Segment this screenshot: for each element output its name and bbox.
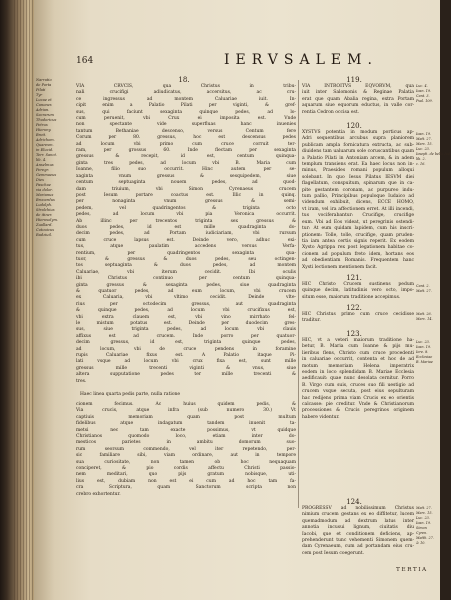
text-line: in caluariae occurrit, contenta et hoc de ad xyxy=(302,357,414,363)
margin-note: Pilati xyxy=(36,88,46,92)
text-line: Iacobi, que et conditionem deficiens, ap- xyxy=(302,531,414,537)
section-120-text xyxy=(302,130,414,272)
section-124-text xyxy=(302,506,414,560)
text-line: ptionem: Tolle, tolle, crucifige, quam pruden- xyxy=(302,232,414,238)
text-line: tantum Bethaniae descenso, versus Centum fere xyxy=(76,128,296,134)
section-number-121: 121. xyxy=(346,274,362,282)
text-line: templum transiens erat. Ea haec locus non in- xyxy=(302,162,414,168)
margin-note: lib. 2. xyxy=(416,157,426,161)
text-line: per nonaginta vnum gressus & semi- xyxy=(76,199,296,205)
text-line: XYSTVS potentia in modum porticus ap- xyxy=(302,130,414,135)
text-line: xaginta vnum gressus & sesquipedem, siue xyxy=(76,173,296,179)
margin-note: Adrichom. xyxy=(36,138,55,142)
text-line: tur: At eum quidam lapidem, cum his inscri- xyxy=(302,226,414,232)
text-line: traditur. xyxy=(302,318,321,324)
text-line: lius est, dubiam non est ei cum ad hoc tam fa- xyxy=(76,478,296,484)
text-line: Xysti lectionem mentionem facit. xyxy=(302,264,378,270)
section-number-122: 122. xyxy=(346,304,362,312)
left-column-tail xyxy=(80,392,296,400)
text-line: decim gressus, id est, triginta quinque pedes, xyxy=(76,340,296,346)
section-number-119: 119. xyxy=(346,76,362,84)
text-line: eum. Vbi ad Eos videat, ut peregrinis ostendi- xyxy=(302,219,414,225)
right-margin-notes-120 xyxy=(416,132,451,174)
margin-note: Stralchius xyxy=(36,208,55,212)
text-line: Caluariae, vbi iterum cecidit. Ibi oculis xyxy=(76,269,296,275)
text-line: cra Scriptura, quam Sanctorum scripta non xyxy=(76,485,296,491)
margin-note: Matth. 27. xyxy=(416,536,434,540)
margin-note: Cyren. xyxy=(416,531,428,535)
text-line: gressus & recepit, id est, centum quinqua- xyxy=(76,154,296,160)
text-line: ex Caluaria, vbi vltimo cecidit. Deinde vlte- xyxy=(76,295,296,301)
margin-note: Sacrarum xyxy=(36,113,54,117)
text-line: cipit enim a Palatio Pilati per viginti, & gref- xyxy=(76,103,296,109)
margin-note: Psal. 109. xyxy=(416,99,433,103)
margin-note: Quaresm. xyxy=(36,143,54,147)
left-column-bottom-text xyxy=(76,402,296,502)
margin-note: Matt. 27. xyxy=(416,289,432,293)
text-line: motum memoriam Helena imperatrix xyxy=(302,363,414,369)
text-line: vbi extra clauem est, vbi vino mirrhato fel- xyxy=(76,314,296,320)
text-line: ram, per grossus 60. Inde flectam per sexaginta xyxy=(76,148,296,154)
text-line: sua curiositate, non tamen ob hoc nequaquam xyxy=(76,459,296,465)
margin-note: lib. 4. xyxy=(36,158,47,162)
text-line: nali crucifigi adiudicatus, accersitus, ac cru- xyxy=(76,90,296,96)
text-line: PROGRESSV ad nobilissimum Christus xyxy=(302,506,414,511)
text-line: sus, qui faciunt sexaginta quinque pedes, ad lo- xyxy=(76,109,296,115)
text-line: VIA CRVCIS, qua Christus in tribu- xyxy=(76,84,296,89)
text-line: a Palatio Pilati in Antoniam arcem, & in adem xyxy=(302,155,414,161)
text-line: videndum exhibuit, dicens, ECCE HOMO, xyxy=(302,200,414,206)
text-line: le mistum potatus est. Deinde per duodecim gres- xyxy=(76,321,296,327)
text-line: affixus est ad crucem. Inde porro per quatuor- xyxy=(76,333,296,339)
text-line: cionem fecimus. Ac huius quidem pedis, & xyxy=(76,402,296,407)
text-line: erat que quam Abalia regina, extra Portam xyxy=(302,96,414,102)
text-line: decim pedes, ad Portam iudiciariam, vbi rursum xyxy=(76,231,296,237)
margin-note: via dolor. xyxy=(36,188,53,192)
text-line: betur, B. Maria cum Ioanne & pijs mu- xyxy=(302,344,414,350)
right-margin-notes-119 xyxy=(416,84,440,114)
text-line: crebro exhortentur. xyxy=(76,491,121,497)
margin-note: Petrus xyxy=(36,123,48,127)
margin-note: Luc. 23. xyxy=(416,340,430,344)
text-line: duos pedes, id est mille quadraginta do- xyxy=(76,224,296,230)
text-line: habere videntur. xyxy=(302,414,340,420)
text-line: dam triuium, vbi Simon Cyrenaeus crucem xyxy=(76,186,296,192)
margin-note: Ioseph. de bello Iud. xyxy=(416,152,451,156)
text-line: ginta gressus & sexaginta pedes, siue quadraginta xyxy=(76,282,296,288)
text-line: Via crucis, atque infra (sub numero 30.) Vt xyxy=(76,408,296,414)
text-line: HIC, vt a veteri maiorum traditione ha- xyxy=(302,338,414,343)
margin-note: Marc. 14. xyxy=(416,317,433,321)
section-119-text xyxy=(302,84,414,118)
margin-note: Narratio xyxy=(36,78,52,82)
margin-note: Hierony. xyxy=(36,128,52,132)
margin-note: Ecclesiae xyxy=(416,355,433,359)
margin-note: Marc. 15. xyxy=(416,511,433,515)
margin-note: Ioan. 19. xyxy=(416,132,432,136)
margin-note: Matt. 27. xyxy=(416,137,432,141)
book-page xyxy=(34,0,451,600)
text-line: ad locum, vbi de cruce pendens in foramine xyxy=(76,346,296,352)
margin-note: Paschae xyxy=(36,183,51,187)
text-line: crucem vsque secuta, post eius sepulturam xyxy=(302,389,414,395)
margin-note: B. Mariae xyxy=(416,360,433,364)
text-line: conciperet, & pio cordis affectu Christi passio- xyxy=(76,466,296,472)
text-line: nimium crucem gestans ex eo diffitetur, lucem xyxy=(302,512,414,518)
margin-note: Terr. Sanct. xyxy=(36,153,58,157)
margin-note: Matt. 27. xyxy=(416,506,432,510)
margin-note: Cotouicus xyxy=(36,228,55,232)
text-line: aquarum siue equorum eductus, in valle cor- xyxy=(302,103,414,109)
section-number-124: 124. xyxy=(346,498,362,506)
text-line: tum pallio, Principibus populoque Iudaico ad xyxy=(302,194,414,200)
margin-note: Iere. 8. xyxy=(416,350,429,354)
text-line: HIC Christo Crucem sustinens pedum xyxy=(302,282,414,287)
text-line: quemadmodum ad dextrum latus inter xyxy=(302,518,414,524)
section-123-text xyxy=(302,338,414,422)
text-line: ibi Christus continuo per centum quinqua- xyxy=(76,276,296,282)
margin-note: Thodoricus xyxy=(36,118,57,122)
column-divider xyxy=(298,80,299,508)
text-line: gressus mille trecenti viginti & vnus, siue xyxy=(76,365,296,371)
text-line: tia iam antea certis signis reperit. Ex eodem xyxy=(302,238,414,244)
catchword: TERTIA xyxy=(396,567,428,573)
margin-note: Marc. 15. xyxy=(416,142,433,146)
margin-note: Gemmaeus xyxy=(36,173,57,177)
margin-note: & 10. xyxy=(416,541,426,545)
margin-note: Luc. 4. xyxy=(416,84,428,88)
margin-note: c. 16. xyxy=(416,162,426,166)
text-line: cum peruenit, vbi Crux ei imposita est. Vnde xyxy=(76,116,296,122)
right-margin-notes-123 xyxy=(416,340,440,370)
margin-note: Adrian. xyxy=(36,108,50,112)
text-line: prehenderunt tunc vehementi Simonem quem- xyxy=(302,538,414,544)
text-line: calcasse: pie creditur. Vnde & Christianorum xyxy=(302,402,414,408)
text-line: vt iram, vel ira affectionem erret. At illi incendi, xyxy=(302,206,414,212)
margin-note: Cant. 3. xyxy=(416,94,430,98)
margin-note: de itiner. xyxy=(36,213,53,217)
section-121-text xyxy=(302,282,414,302)
margin-note: Lucae et xyxy=(36,98,52,102)
right-margin-notes-122 xyxy=(416,312,440,326)
text-line: rum seorsum commendo, vel iter repetendo, per- xyxy=(76,446,296,452)
text-line: altera supputatione pedes ter mille trecenti & xyxy=(76,372,296,378)
text-line: HIC Christus primo cum cruce cecidisse xyxy=(302,312,414,317)
margin-note: Anselmus xyxy=(36,163,54,167)
text-line: & quinque pedes, ad locum vbi crucifixus est, xyxy=(76,308,296,314)
text-line: non spectante vide superfluas hanc inuenies xyxy=(76,122,296,128)
text-line: publicam ampla fornicatura extructa, ac sub- xyxy=(302,142,414,148)
text-line: processiones & Crucis peregrinos originem xyxy=(302,408,414,414)
page-number: 164 xyxy=(76,56,94,66)
margin-note: Brocardus xyxy=(36,198,55,202)
section-number-123: 123. xyxy=(346,330,362,338)
margin-note: Hierosolym. xyxy=(36,218,59,222)
margin-note: Ludolph. xyxy=(36,203,53,207)
text-line: cum cruce lapsus est. Deinde vero, adhuc exi- xyxy=(76,237,296,243)
margin-note: Ioan. 19. xyxy=(416,89,432,93)
margin-note: Simon xyxy=(416,526,427,530)
text-line: ad locum vbi primo cum cruce corruit ter- xyxy=(76,141,296,147)
left-column-text xyxy=(76,84,296,388)
margin-note: Peregr. xyxy=(36,168,49,172)
text-line: pedes, ad locum vbi pia Veronica occurrit. xyxy=(76,212,296,218)
text-line: metsi nec tam exacte possimus, vt quidque xyxy=(76,427,296,433)
text-line: tos septuaginta & duos pedes, ad montem xyxy=(76,263,296,269)
text-line: cem post Iesum coegerunt. xyxy=(302,550,364,556)
text-line: ad obedientiam Romanis. Frequentem hanc xyxy=(302,258,414,264)
left-margin-notes xyxy=(36,78,72,368)
text-line: Ioanne, filio suo occurrit. Hinc autem per se- xyxy=(76,167,296,173)
text-line: tus, atque paulatim accedens versus Verfa- xyxy=(76,244,296,250)
section-number-120: 120. xyxy=(346,122,362,130)
text-line: Corum per 80. gressus, hoc est descensus pedes xyxy=(76,135,296,141)
margin-note: Ioan. 19. xyxy=(416,345,432,349)
text-line: centum septuaginta nouem pedes, ad quod- xyxy=(76,180,296,186)
margin-note: in Elucid. xyxy=(36,148,54,152)
text-line: & quatuor pedes, ad eum locum, vbi crucem xyxy=(76,289,296,294)
text-line: captiuis memoriam quam post multum xyxy=(76,414,296,420)
text-line: mesticos parietes in ambitu domorum suo- xyxy=(76,440,296,446)
text-line: solebant. In quo Iesus Pilatus IESVM diei xyxy=(302,174,414,180)
text-line: quinque decim, latitudinis vero octo, impo- xyxy=(302,288,414,294)
text-line: ginta tres pedes, ad locum vbi B. Maria cum xyxy=(76,160,296,166)
section-number-18: 18. xyxy=(178,76,190,84)
margin-note: Radziuil. xyxy=(36,233,53,237)
text-line: annotia incusui lignum, ciuitatis diu xyxy=(302,525,414,531)
margin-note: Marianus xyxy=(36,193,54,197)
text-line: post Iesum portare coactus est. Illic in quinq. xyxy=(76,192,296,198)
text-line: Ab illinc per trecentos triginta sex gressus & xyxy=(76,218,296,224)
running-header xyxy=(34,50,440,74)
margin-note: Matt. 26. xyxy=(416,312,432,316)
margin-note: Breit. xyxy=(36,133,47,137)
text-line: tres. xyxy=(76,378,87,384)
text-line: rupis Caluariae fixus est. A Palatio itaque Pi- xyxy=(76,353,296,359)
text-line: rentium, per quadringentos sexaginta qua- xyxy=(76,250,296,256)
running-title: IERVSALEM. xyxy=(224,52,378,68)
text-line: sic familiare sibi, viam ordinare, aut in tempore xyxy=(76,453,296,459)
text-line: ce ingressus ad montem Caluariae iuit. In- xyxy=(76,96,296,102)
text-line: sus, siue triginta pedes, ad locum vbi clauis xyxy=(76,327,296,333)
text-line: eodem in loco splendidam B. Mariae Ecclesia xyxy=(302,370,414,376)
text-line: flagellatum, conspuitum, spinarum que in ca- xyxy=(302,181,414,187)
text-line: diuidens tam ualuarum sole coruscantibus quam xyxy=(302,149,414,155)
text-line: rius per octodecim gressus, aut quadraginta xyxy=(76,301,296,307)
right-margin-notes-124 xyxy=(416,506,440,554)
text-line: Xysto Agrippa rex post legationem habitae co- xyxy=(302,245,414,251)
text-line: tus vociferabantur: Crucifige, crucifige xyxy=(302,213,414,219)
text-line: Adri sequentibus arcubus supra planiorem xyxy=(302,136,414,142)
text-line: situm esse, maiorum traditione accepimus. xyxy=(302,294,401,300)
margin-note: de Porta xyxy=(36,83,52,87)
text-line: fidelibus atque indagatum tandem inuenit ta- xyxy=(76,421,296,427)
margin-note: Zuallard. xyxy=(36,223,53,227)
margin-note: Luc. 23. xyxy=(416,516,430,520)
margin-note: Cant. 2. xyxy=(416,284,430,288)
margin-note: Tyr xyxy=(36,93,43,97)
text-line: dam Cyrenaeum, cum ad portandam eius cru- xyxy=(302,544,414,550)
text-line: rentia Cedron occisa est. xyxy=(302,109,360,115)
text-line: Christianos quomodo loco, etiam inter do- xyxy=(76,434,296,440)
margin-note: Dies xyxy=(36,178,45,182)
margin-note: Ioan. 19. xyxy=(416,521,432,525)
text-line: aedificauit: quae nunc desolata cernitur. Porro xyxy=(302,376,414,382)
text-line: tuor, & gressus & duos pedes, seu octingen- xyxy=(76,256,296,262)
text-line: minus, Praesides romani populum alloqui xyxy=(302,168,414,174)
text-line: lieribus flens, Christo cum cruce procedenti xyxy=(302,350,414,356)
page-edge-lines xyxy=(14,0,34,600)
text-line: cionem ad populum freto idem, hortans eos xyxy=(302,251,414,257)
text-line: pite gestantem coronam, ac purpureo indu- xyxy=(302,187,414,193)
right-margin-notes-121 xyxy=(416,284,440,298)
text-line: hac redijens prima viam Crucis ex eo orientis xyxy=(302,395,414,401)
left-column-tail-line: Haec linea quarta pedis parte, nulla ratione xyxy=(80,392,181,397)
text-line: VIA INTROITVS EQVORVM, qua xyxy=(302,84,414,89)
text-line: lati vsque ad locum vbi crux fixa est, sunt mille xyxy=(76,359,296,365)
text-line: nem meditari, quo pijs gratum nobisque, uti- xyxy=(76,472,296,478)
section-122-text xyxy=(302,312,414,326)
text-line: iuit inter Salomonis & Reginae Palatia xyxy=(302,90,414,96)
text-line: B. Virgo cum suis, cruces suo fili uestigio ad xyxy=(302,382,414,388)
margin-note: Canones xyxy=(36,103,52,107)
margin-note: Luc. 23. xyxy=(416,147,430,151)
text-line: pedem, vel quadringentos & triginta octo xyxy=(76,205,296,211)
